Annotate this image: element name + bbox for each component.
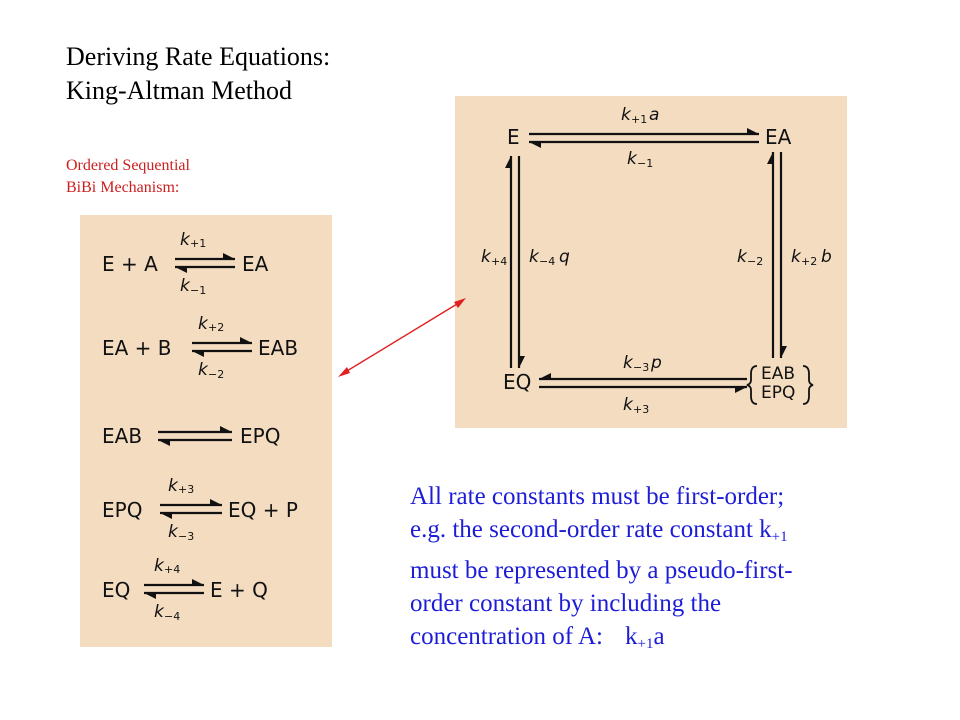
step2-right: EAB	[258, 336, 299, 360]
label-left-down-var: q	[559, 247, 570, 267]
label-left-up-sub: +4	[491, 255, 508, 268]
note-line-2	[410, 513, 910, 554]
note-line-2-sub: +1	[771, 529, 788, 545]
note-line-5-k: k	[625, 623, 638, 650]
note-line-3: must be represented by a pseudo-first-	[410, 557, 793, 584]
step4-kfwd-sub: +3	[178, 483, 195, 496]
subtitle-line-1: Ordered Sequential	[66, 157, 190, 174]
step4-krev-sub: −3	[178, 530, 195, 543]
note-line-5	[410, 620, 910, 661]
step4-left: EPQ	[102, 498, 143, 522]
step1-krev-sub: −1	[190, 284, 207, 297]
step4-right: EQ + P	[228, 498, 298, 522]
title-line-1: Deriving Rate Equations:	[66, 42, 331, 71]
label-top-fwd-sub: +1	[631, 113, 648, 126]
node-eab: EAB	[761, 364, 796, 384]
step3-right: EPQ	[240, 424, 281, 448]
step2-kfwd-sub: +2	[208, 321, 225, 334]
step5-kfwd: k	[154, 556, 164, 576]
label-left-down: k	[529, 247, 539, 267]
rate-constant-note	[410, 480, 910, 661]
label-top-fwd-var: a	[649, 105, 660, 125]
step5-right: E + Q	[210, 578, 268, 602]
note-line-1: All rate constants must be first-order;	[410, 483, 785, 510]
step1-left: E + A	[102, 252, 158, 276]
node-e: E	[507, 125, 520, 149]
label-right-up: k	[737, 247, 747, 267]
label-right-up-sub: −2	[747, 255, 764, 268]
label-top-rev: k	[627, 149, 637, 169]
node-eq: EQ	[503, 370, 532, 394]
step1-right: EA	[242, 252, 269, 276]
label-bottom-top-sub: −3	[633, 361, 650, 374]
step5-krev-sub: −4	[164, 610, 181, 623]
note-line-5-sub: +1	[637, 636, 654, 652]
step1-kfwd-sub: +1	[190, 237, 207, 250]
label-top-rev-sub: −1	[637, 157, 654, 170]
note-line-4: order constant by including the	[410, 590, 722, 617]
label-bottom-top-var: p	[651, 353, 662, 373]
step3-left: EAB	[102, 424, 143, 448]
subtitle-line-2: BiBi Mechanism:	[66, 179, 180, 196]
label-bottom-top: k	[623, 353, 633, 373]
note-line-5-text: concentration of A:	[410, 623, 603, 650]
step2-kfwd: k	[198, 314, 208, 334]
label-left-down-sub: −4	[539, 255, 556, 268]
label-right-down: k	[791, 247, 801, 267]
label-top-fwd: k	[621, 105, 631, 125]
title-line-2: King-Altman Method	[66, 76, 293, 105]
label-right-down-sub: +2	[801, 255, 818, 268]
node-epq: EPQ	[761, 383, 796, 403]
label-bottom-bot: k	[623, 395, 633, 415]
step5-kfwd-sub: +4	[164, 563, 181, 576]
note-line-5-var: a	[653, 623, 665, 650]
step2-left: EA + B	[102, 336, 172, 360]
step5-left: EQ	[102, 578, 131, 602]
step2-krev: k	[198, 360, 208, 380]
step5-krev: k	[154, 602, 164, 622]
step4-kfwd: k	[168, 476, 178, 496]
step1-kfwd: k	[180, 230, 190, 250]
step4-krev: k	[168, 522, 178, 542]
step1-krev: k	[180, 276, 190, 296]
label-left-up: k	[481, 247, 491, 267]
node-ea: EA	[765, 125, 792, 149]
label-right-down-var: b	[821, 247, 832, 267]
step2-krev-sub: −2	[208, 368, 225, 381]
label-bottom-bot-sub: +3	[633, 403, 650, 416]
note-line-2-text: e.g. the second-order rate constant k	[410, 516, 772, 543]
